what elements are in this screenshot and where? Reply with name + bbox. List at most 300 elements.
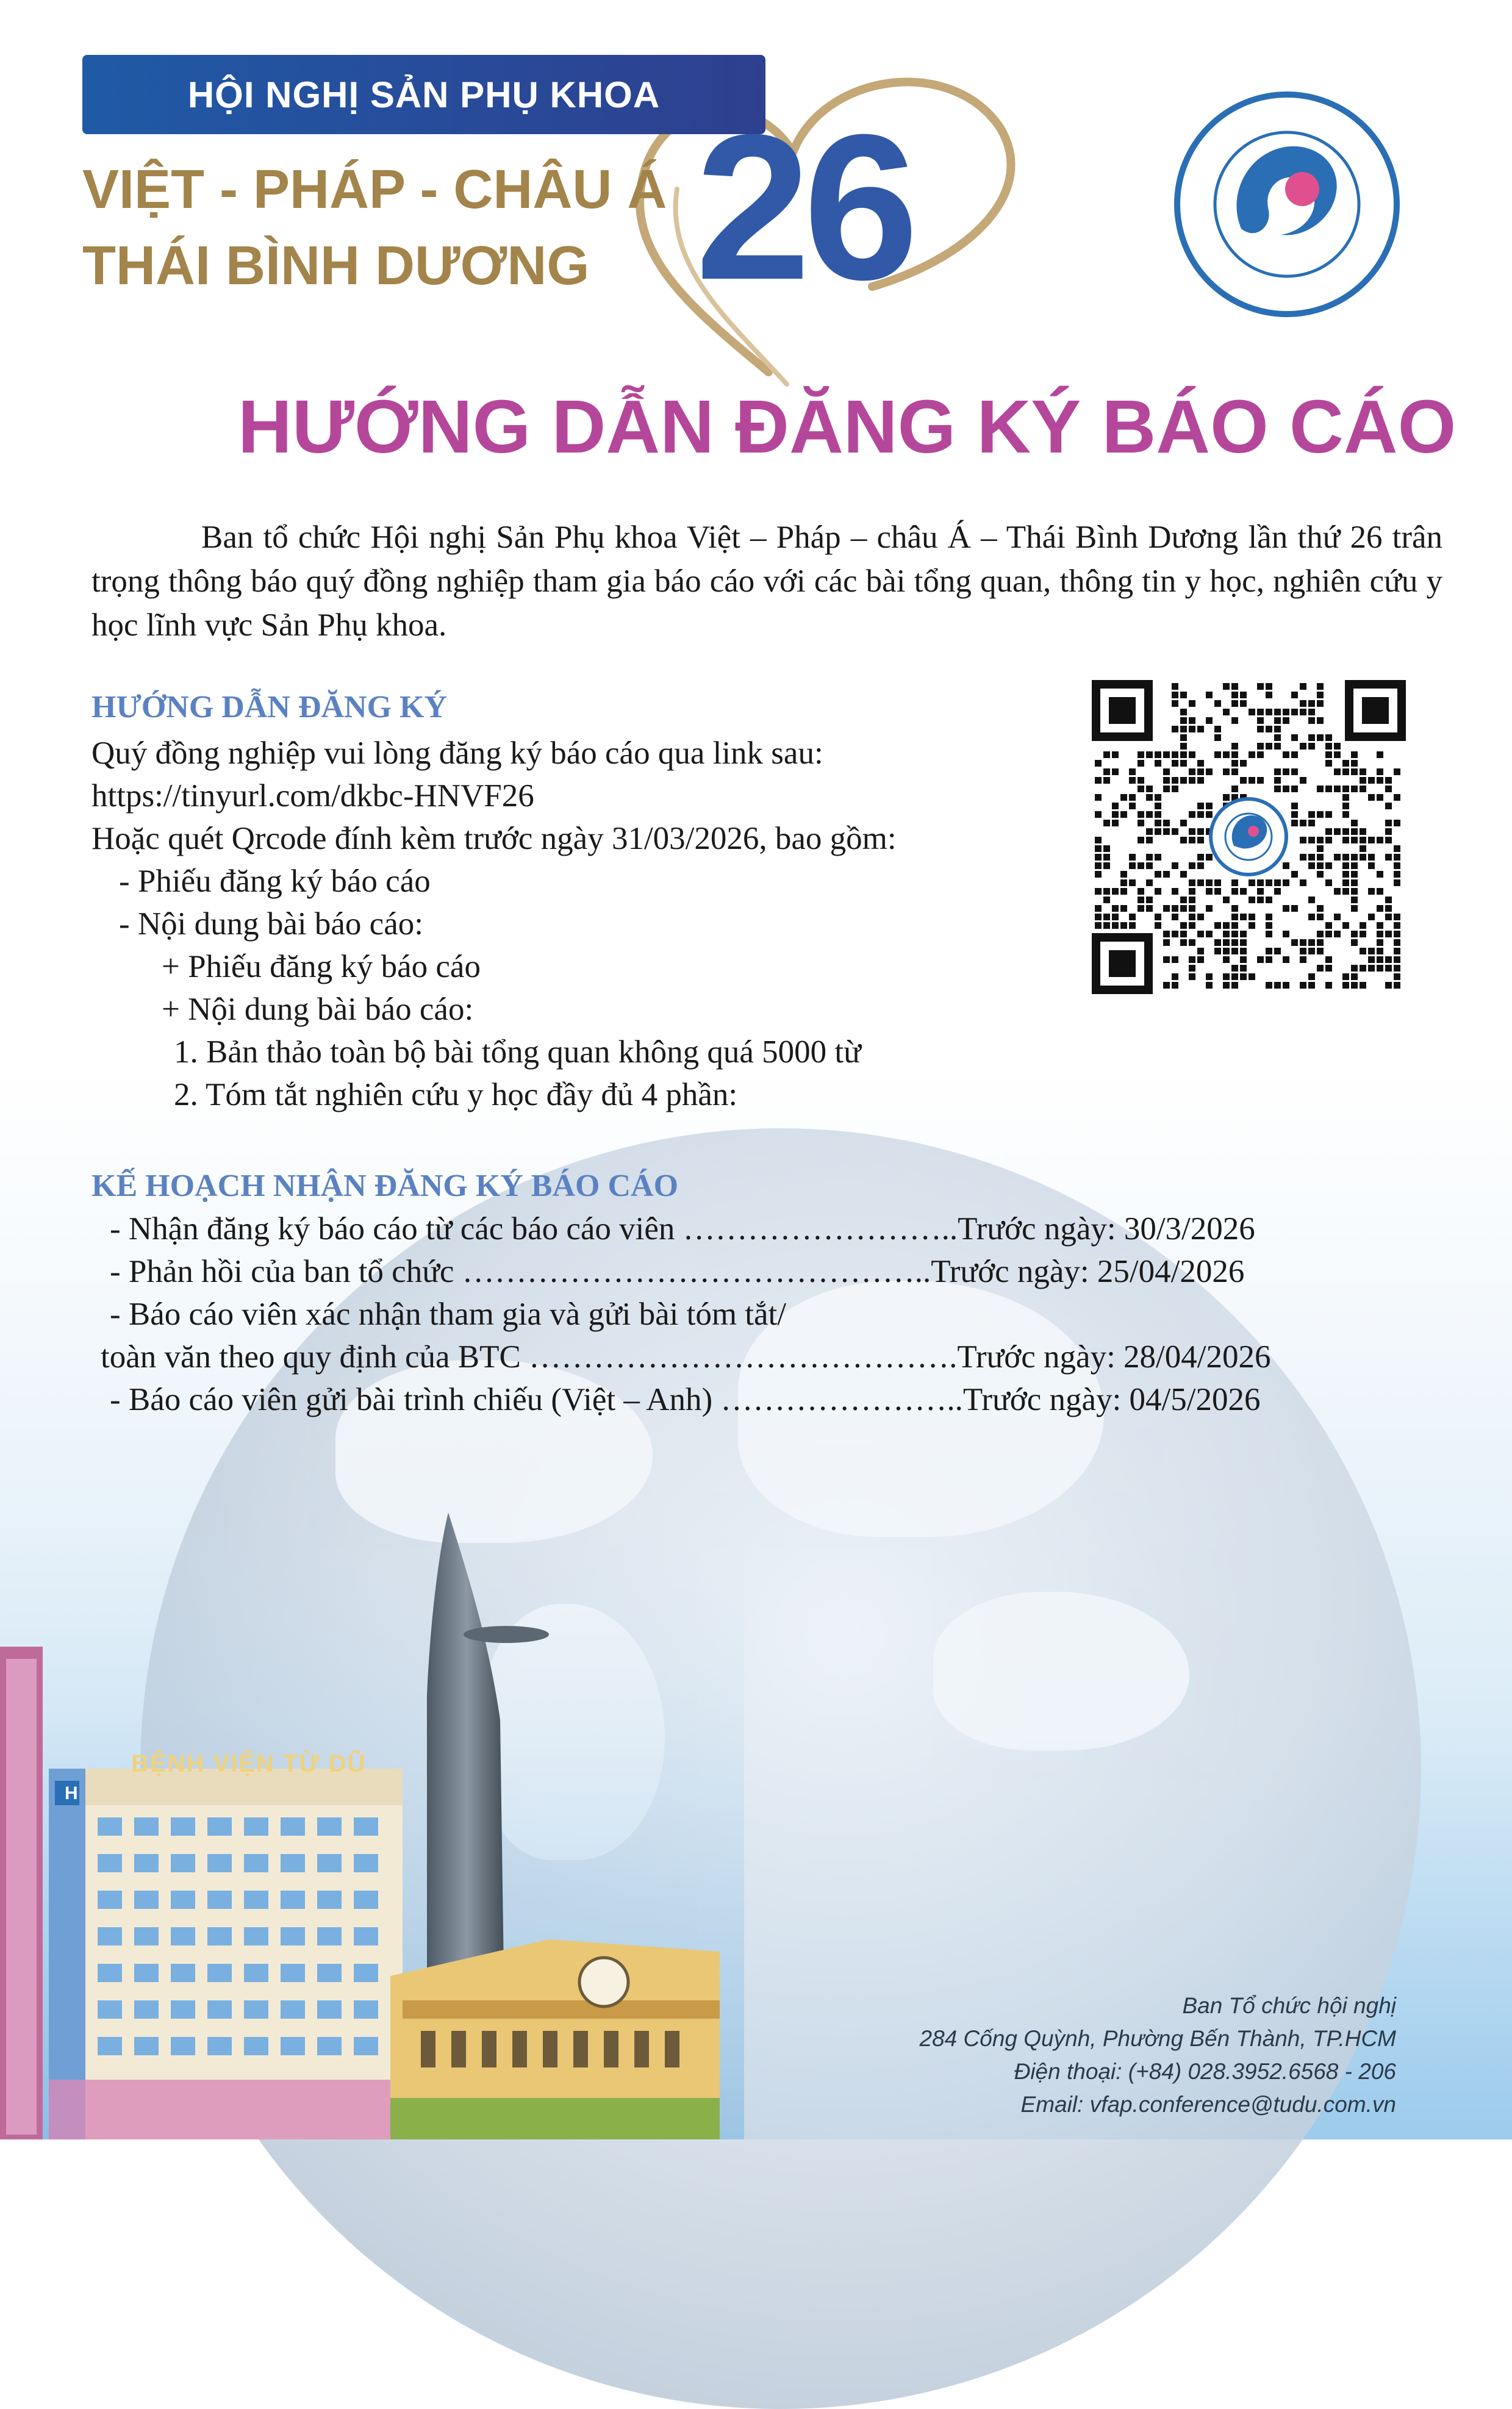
qr-module — [1274, 768, 1281, 775]
qr-module — [1385, 905, 1392, 912]
qr-module — [1257, 879, 1264, 886]
qr-module — [1172, 982, 1178, 989]
qr-module — [1172, 914, 1178, 920]
qr-module — [1240, 948, 1247, 954]
contact-email[interactable]: Email: vfap.conference@tudu.com.vn — [1020, 2092, 1396, 2117]
qr-module — [1240, 888, 1247, 895]
qr-module — [1325, 786, 1332, 792]
qr-module — [1223, 683, 1230, 690]
qr-module — [1103, 922, 1110, 929]
qr-module — [1240, 939, 1247, 946]
qr-module — [1385, 854, 1392, 861]
qr-module — [1189, 862, 1195, 869]
qr-module — [1308, 820, 1315, 826]
qr-module — [1197, 931, 1204, 937]
qr-module — [1317, 786, 1324, 792]
registration-line: 1. Bản thảo toàn bộ bài tổng quan không quá 5000 từ — [174, 1034, 861, 1070]
qr-module — [1377, 777, 1383, 784]
qr-module — [1197, 811, 1204, 818]
qr-module — [1172, 905, 1178, 912]
qr-module — [1334, 931, 1341, 937]
qr-module — [1368, 777, 1375, 784]
qr-module — [1291, 786, 1298, 792]
qr-module — [1308, 743, 1315, 750]
qr-module — [1360, 948, 1366, 954]
qr-module — [1300, 879, 1306, 886]
qr-module — [1274, 734, 1281, 741]
qr-module — [1257, 751, 1264, 758]
qr-module — [1325, 751, 1332, 758]
qr-module — [1120, 905, 1127, 912]
qr-module — [1351, 897, 1358, 903]
qr-module — [1129, 922, 1136, 929]
qr-module — [1385, 803, 1392, 809]
qr-module — [1180, 922, 1187, 929]
qr-module — [1180, 871, 1187, 878]
qr-module — [1180, 777, 1187, 784]
qr-module — [1129, 879, 1136, 886]
qr-module — [1103, 768, 1110, 775]
qr-module — [1189, 914, 1195, 920]
qr-module — [1197, 948, 1204, 954]
qr-module — [1146, 837, 1153, 843]
qr-module — [1325, 931, 1332, 937]
qr-module — [1308, 914, 1315, 920]
qr-module — [1180, 820, 1187, 826]
qr-module — [1231, 931, 1238, 937]
qr-module — [1385, 982, 1392, 989]
qr-module — [1240, 777, 1247, 784]
qr-module — [1155, 871, 1161, 878]
qr-module — [1360, 768, 1366, 775]
qr-module — [1180, 837, 1187, 843]
qr-module — [1223, 931, 1230, 937]
qr-module — [1146, 854, 1153, 861]
qr-module — [1240, 914, 1247, 920]
qr-module — [1146, 897, 1153, 903]
qr-module — [1325, 811, 1332, 818]
qr-module — [1112, 803, 1119, 809]
qr-module — [1308, 948, 1315, 954]
qr-module — [1112, 888, 1119, 895]
qr-module — [1351, 820, 1358, 826]
qr-module — [1317, 862, 1324, 869]
registration-line: + Phiếu đăng ký báo cáo — [162, 949, 481, 984]
qr-module — [1351, 751, 1358, 758]
qr-module — [1334, 751, 1341, 758]
qr-module — [1291, 905, 1298, 912]
qr-module — [1172, 888, 1178, 895]
qr-module — [1377, 888, 1383, 895]
intro-paragraph: Ban tổ chức Hội nghị Sản Phụ khoa Việt – Pháp – châu Á – Thái Bình Dương lần thứ 26 trân trọng thông báo quý đồng nghiệp tham gia báo cáo với các bài tổng quan, thông tin y học, nghiên cứu y học lĩnh vực Sản Phụ khoa. — [91, 520, 1442, 643]
qr-module — [1342, 879, 1349, 886]
qr-module — [1334, 786, 1341, 792]
qr-module — [1283, 905, 1289, 912]
page-title: HƯỚNG DẪN ĐĂNG KÝ BÁO CÁO — [238, 385, 1456, 469]
qr-module — [1112, 820, 1119, 826]
qr-module — [1360, 854, 1366, 861]
qr-module — [1129, 914, 1136, 920]
qr-module — [1206, 982, 1213, 989]
qr-module — [1223, 956, 1230, 963]
qr-module — [1325, 837, 1332, 843]
qr-module — [1394, 948, 1400, 954]
qr-module — [1155, 914, 1161, 920]
qr-module — [1351, 888, 1358, 895]
qr-module — [1197, 828, 1204, 835]
qr-module — [1120, 811, 1127, 818]
qr-module — [1308, 897, 1315, 903]
qr-module — [1249, 897, 1255, 903]
qr-module — [1283, 862, 1289, 869]
qr-module — [1257, 777, 1264, 784]
qr-module — [1223, 709, 1230, 715]
qr-module — [1180, 726, 1187, 732]
qr-module — [1308, 939, 1315, 946]
qr-module — [1180, 717, 1187, 724]
qr-module — [1223, 794, 1230, 801]
qr-module — [1214, 939, 1221, 946]
qr-module — [1223, 939, 1230, 946]
qr-module — [1146, 879, 1153, 886]
qr-module — [1146, 862, 1153, 869]
qr-module — [1325, 965, 1332, 972]
svg-text:H: H — [65, 1783, 78, 1803]
qr-module — [1214, 922, 1221, 929]
qr-module — [1214, 751, 1221, 758]
qr-module — [1317, 734, 1324, 741]
qr-module — [1394, 956, 1400, 963]
qr-module — [1206, 854, 1213, 861]
qr-module — [1146, 751, 1153, 758]
qr-module — [1138, 862, 1144, 869]
qr-module — [1172, 726, 1178, 732]
registration-link[interactable]: https://tinyurl.com/dkbc-HNVF26 — [91, 778, 534, 814]
qr-module — [1197, 726, 1204, 732]
qr-module — [1385, 897, 1392, 903]
qr-module — [1300, 948, 1306, 954]
qr-module — [1206, 973, 1213, 980]
qr-module — [1385, 837, 1392, 843]
qr-module — [1231, 743, 1238, 750]
qr-module — [1172, 692, 1178, 698]
qr-module — [1214, 948, 1221, 954]
qr-module — [1231, 786, 1238, 792]
qr-module — [1377, 965, 1383, 972]
qr-module — [1189, 726, 1195, 732]
qr-module — [1129, 803, 1136, 809]
schedule-item: - Báo cáo viên xác nhận tham gia và gửi bài tóm tắt/ — [110, 1297, 786, 1332]
qr-module — [1360, 837, 1366, 843]
qr-module — [1180, 709, 1187, 715]
qr-module — [1249, 973, 1255, 980]
qr-module — [1206, 888, 1213, 895]
qr-module — [1231, 751, 1238, 758]
qr-module — [1223, 751, 1230, 758]
qr-module — [1240, 692, 1247, 698]
qr-module — [1197, 879, 1204, 886]
qr-module — [1394, 879, 1400, 886]
contact-phone[interactable]: Điện thoại: (+84) 028.3952.6568 - 206 — [1014, 2059, 1396, 2084]
qr-module — [1266, 982, 1272, 989]
qr-module — [1103, 888, 1110, 895]
qr-module — [1317, 845, 1324, 852]
globe-landmass — [933, 1592, 1189, 1750]
qr-module — [1342, 768, 1349, 775]
schedule-item: - Nhận đăng ký báo cáo từ các báo cáo viên ……………………..Trước ngày: 30/3/2026 — [110, 1211, 1255, 1247]
qr-module — [1231, 700, 1238, 707]
qr-module — [1231, 692, 1238, 698]
qr-module — [1172, 828, 1178, 835]
qr-module — [1283, 786, 1289, 792]
qr-module — [1300, 743, 1306, 750]
qr-module — [1180, 743, 1187, 750]
qr-module — [1325, 862, 1332, 869]
qr-module — [1138, 897, 1144, 903]
qr-module — [1095, 914, 1102, 920]
qr-module — [1308, 854, 1315, 861]
qr-module — [1342, 862, 1349, 869]
qr-module — [1334, 888, 1341, 895]
qr-module — [1189, 700, 1195, 707]
qr-module — [1377, 956, 1383, 963]
qr-module — [1095, 922, 1102, 929]
qr-module — [1197, 760, 1204, 767]
qr-module — [1249, 777, 1255, 784]
qr-module — [1146, 794, 1153, 801]
qr-module — [1300, 709, 1306, 715]
qr-module — [1180, 751, 1187, 758]
qr-module — [1317, 905, 1324, 912]
qr-module — [1180, 897, 1187, 903]
qr-module — [1163, 931, 1170, 937]
qr-module — [1103, 845, 1110, 852]
qr-module — [1394, 982, 1400, 989]
qr-module — [1300, 700, 1306, 707]
qr-module — [1377, 751, 1383, 758]
qr-module — [1120, 871, 1127, 878]
qr-module — [1189, 768, 1195, 775]
qr-module — [1189, 837, 1195, 843]
qr-module — [1172, 760, 1178, 767]
qr-module — [1189, 828, 1195, 835]
qr-module — [1334, 743, 1341, 750]
qr-module — [1163, 939, 1170, 946]
qr-module — [1129, 862, 1136, 869]
qr-module — [1214, 726, 1221, 732]
qr-module — [1197, 862, 1204, 869]
qr-module — [1155, 922, 1161, 929]
qr-module — [1180, 734, 1187, 741]
schedule-item: toàn văn theo quy định của BTC ………………………………….Trước ngày: 28/04/2026 — [101, 1339, 1271, 1375]
city-photo-collage — [0, 1512, 744, 2139]
qr-module — [1283, 956, 1289, 963]
qr-module — [1189, 897, 1195, 903]
qr-module — [1308, 973, 1315, 980]
qr-module — [1257, 956, 1264, 963]
qr-module — [1385, 914, 1392, 920]
qr-module — [1112, 811, 1119, 818]
qr-module — [1257, 683, 1264, 690]
qr-module — [1103, 862, 1110, 869]
qr-module — [1257, 717, 1264, 724]
qr-module — [1095, 871, 1102, 878]
qr-module — [1095, 777, 1102, 784]
qr-module — [1206, 905, 1213, 912]
qr-module — [1325, 879, 1332, 886]
qr-module — [1377, 768, 1383, 775]
qr-module — [1240, 973, 1247, 980]
qr-module — [1377, 871, 1383, 878]
qr-module — [1189, 939, 1195, 946]
qr-module — [1325, 982, 1332, 989]
qr-module — [1163, 820, 1170, 826]
qr-module — [1095, 760, 1102, 767]
contact-org: Ban Tổ chức hội nghị — [1182, 1993, 1396, 2018]
qr-module — [1300, 939, 1306, 946]
registration-line: - Nội dung bài báo cáo: — [119, 906, 423, 942]
qr-module — [1266, 692, 1272, 698]
contact-block — [920, 1989, 1396, 2121]
edition-number: 26 — [695, 91, 912, 323]
registration-line: + Nội dung bài báo cáo: — [162, 992, 474, 1027]
qr-module — [1146, 786, 1153, 792]
qr-module — [1342, 811, 1349, 818]
qr-module — [1325, 760, 1332, 767]
qr-module — [1189, 922, 1195, 929]
qr-module — [1334, 914, 1341, 920]
qr-module — [1129, 777, 1136, 784]
qr-module — [1394, 973, 1400, 980]
qr-module — [1206, 803, 1213, 809]
qr-module — [1274, 709, 1281, 715]
qr-module — [1291, 939, 1298, 946]
schedule-item: - Báo cáo viên gửi bài trình chiếu (Việt – Anh) …………………..Trước ngày: 04/5/2026 — [110, 1382, 1261, 1417]
qr-module — [1189, 879, 1195, 886]
qr-module — [1283, 879, 1289, 886]
qr-module — [1368, 794, 1375, 801]
qr-module — [1266, 879, 1272, 886]
qr-module — [1155, 854, 1161, 861]
qr-module — [1394, 914, 1400, 920]
qr-module — [1394, 931, 1400, 937]
qr-module — [1138, 905, 1144, 912]
qr-module — [1291, 734, 1298, 741]
qr-module — [1317, 948, 1324, 954]
qr-module — [1368, 948, 1375, 954]
qr-module — [1257, 743, 1264, 750]
qr-module — [1155, 794, 1161, 801]
conference-subtitle-line1: VIỆT - PHÁP - CHÂU Á — [82, 159, 667, 220]
qr-module — [1223, 922, 1230, 929]
qr-code[interactable] — [1092, 680, 1406, 994]
qr-module — [1308, 709, 1315, 715]
qr-module — [1103, 914, 1110, 920]
qr-module — [1138, 811, 1144, 818]
qr-module — [1291, 811, 1298, 818]
schedule-item: - Phản hồi của ban tổ chức ……………………………………..Trước ngày: 25/04/2026 — [110, 1254, 1245, 1289]
qr-module — [1394, 871, 1400, 878]
qr-module — [1283, 982, 1289, 989]
qr-module — [1317, 717, 1324, 724]
qr-module — [1189, 751, 1195, 758]
qr-module — [1163, 871, 1170, 878]
qr-module — [1120, 879, 1127, 886]
qr-module — [1385, 956, 1392, 963]
qr-module — [1291, 871, 1298, 878]
qr-module — [1377, 922, 1383, 929]
qr-module — [1351, 768, 1358, 775]
qr-module — [1274, 717, 1281, 724]
hospital-logo — [1171, 88, 1403, 320]
qr-module — [1360, 828, 1366, 835]
qr-module — [1342, 786, 1349, 792]
qr-module — [1214, 700, 1221, 707]
qr-module — [1103, 820, 1110, 826]
qr-module — [1394, 820, 1400, 826]
qr-module — [1283, 717, 1289, 724]
qr-module — [1257, 897, 1264, 903]
qr-module — [1163, 956, 1170, 963]
qr-module — [1385, 828, 1392, 835]
qr-module — [1360, 931, 1366, 937]
qr-module — [1266, 948, 1272, 954]
qr-module — [1317, 854, 1324, 861]
qr-module — [1223, 897, 1230, 903]
qr-module — [1214, 888, 1221, 895]
qr-module — [1240, 931, 1247, 937]
qr-module — [1249, 751, 1255, 758]
qr-module — [1385, 820, 1392, 826]
qr-module — [1163, 751, 1170, 758]
qr-module — [1300, 777, 1306, 784]
qr-module — [1274, 888, 1281, 895]
qr-module — [1155, 820, 1161, 826]
qr-module — [1274, 777, 1281, 784]
qr-module — [1377, 931, 1383, 937]
qr-module — [1300, 982, 1306, 989]
qr-module — [1223, 982, 1230, 989]
qr-module — [1360, 922, 1366, 929]
qr-module — [1325, 743, 1332, 750]
qr-module — [1351, 871, 1358, 878]
qr-module — [1172, 786, 1178, 792]
qr-module — [1394, 922, 1400, 929]
qr-module — [1231, 717, 1238, 724]
qr-module — [1206, 931, 1213, 937]
qr-module — [1283, 931, 1289, 937]
qr-module — [1240, 700, 1247, 707]
conference-banner: HỘI NGHỊ SẢN PHỤ KHOA — [82, 55, 765, 134]
qr-module — [1266, 922, 1272, 929]
qr-module — [1394, 794, 1400, 801]
qr-module — [1368, 837, 1375, 843]
qr-module — [1368, 914, 1375, 920]
qr-module — [1231, 768, 1238, 775]
qr-module — [1231, 760, 1238, 767]
registration-line: Hoặc quét Qrcode đính kèm trước ngày 31/03/2026, bao gồm: — [91, 821, 897, 856]
qr-module — [1317, 871, 1324, 878]
qr-module — [1394, 939, 1400, 946]
qr-module — [1189, 973, 1195, 980]
qr-module — [1317, 811, 1324, 818]
qr-module — [1300, 683, 1306, 690]
qr-module — [1274, 982, 1281, 989]
qr-module — [1351, 965, 1358, 972]
qr-module — [1155, 803, 1161, 809]
qr-module — [1317, 700, 1324, 707]
qr-module — [1112, 922, 1119, 929]
